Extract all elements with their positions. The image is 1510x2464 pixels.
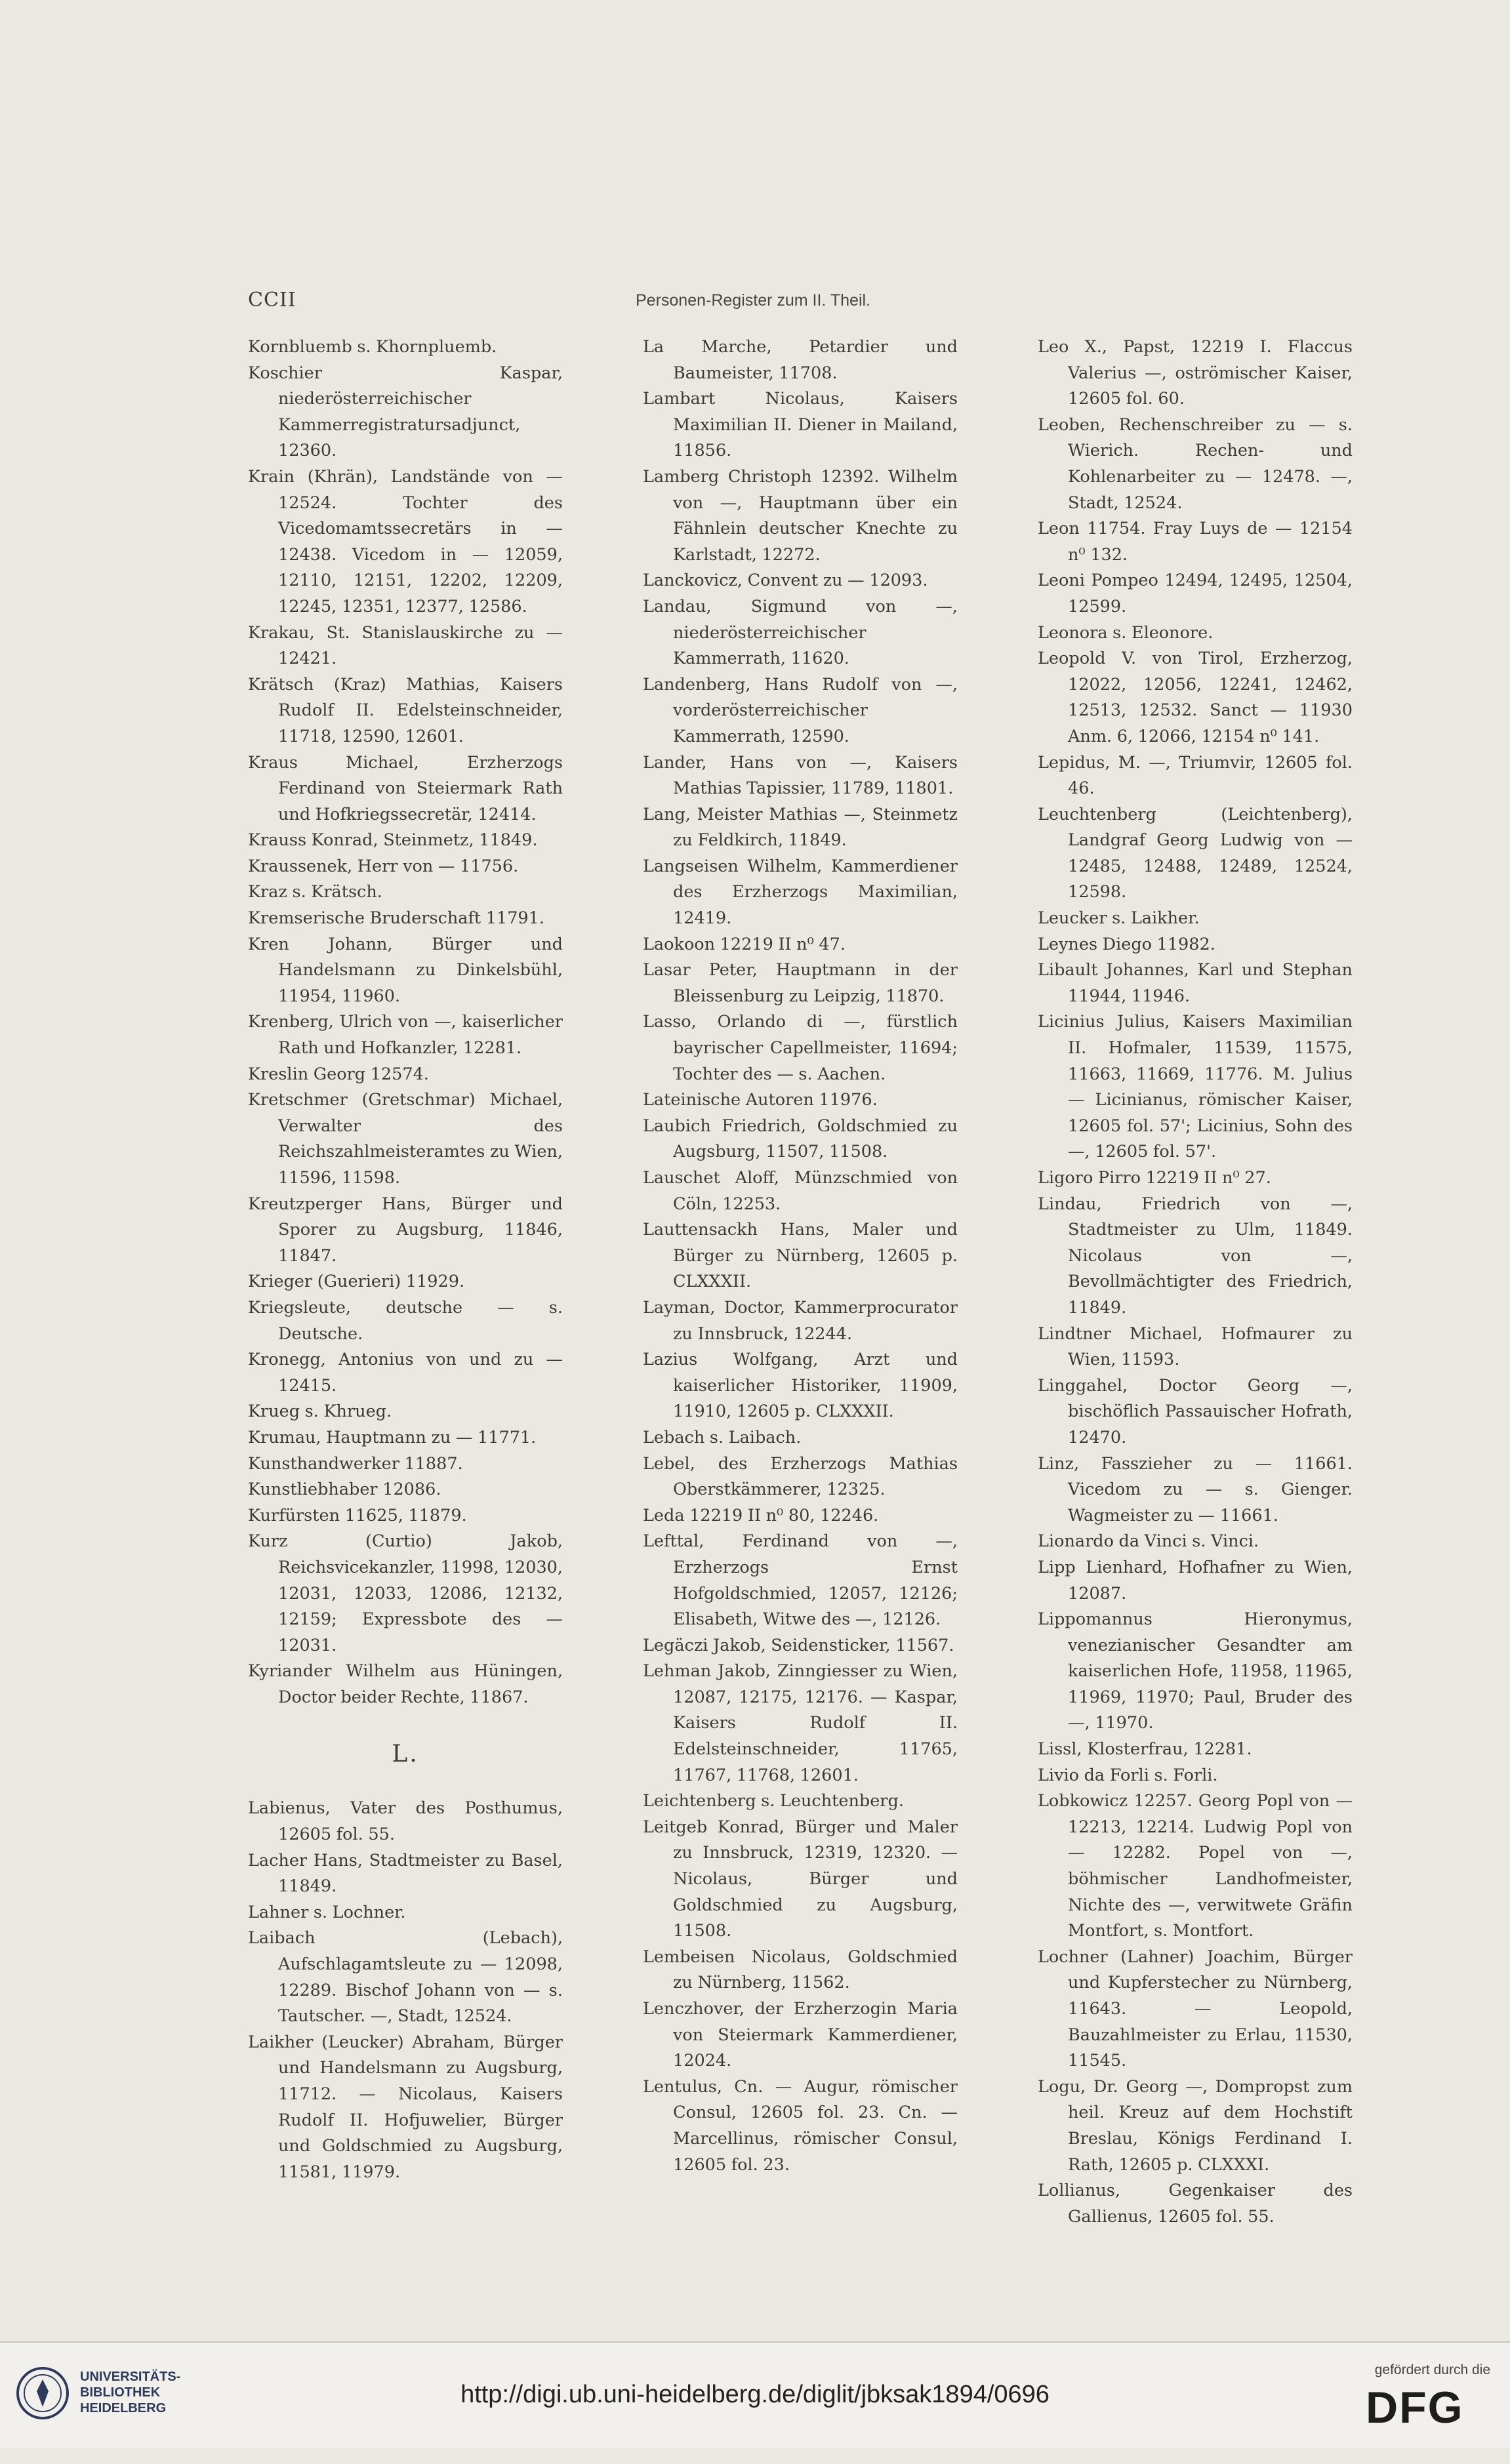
index-entry: Lobkowicz 12257. Georg Popl von — 12213, 12214. Ludwig Popl von — 12282. Popel von —, böhmischer Landhofmeister, Nichte des —, verwitwete Gräfin Montfort, s. Montfort.: [1038, 1791, 1353, 1941]
index-entry: Lentulus, Cn. — Augur, römischer Consul, 12605 fol. 23. Cn. — Marcellinus, römischer Consul, 12605 fol. 23.: [643, 2076, 958, 2175]
index-entry: Kriegsleute, deutsche — s. Deutsche.: [248, 1297, 563, 1344]
index-entry: Leucker s. Laikher.: [1038, 908, 1200, 929]
index-entry: Lindau, Friedrich von —, Stadtmeister zu Ulm, 11849. Nicolaus von —, Bevollmächtigter des Friedrich, 11849.: [1038, 1194, 1353, 1318]
index-entry: Ligoro Pirro 12219 II n⁰ 27.: [1038, 1168, 1271, 1188]
index-entry: Logu, Dr. Georg —, Dompropst zum heil. Kreuz auf dem Hochstift Breslau, Königs Ferdinand I. Rath, 12605 p. CLXXXI.: [1038, 2076, 1353, 2175]
index-entry: Kreutzperger Hans, Bürger und Sporer zu Augsburg, 11846, 11847.: [248, 1194, 563, 1266]
footer-bar: [0, 2341, 1510, 2448]
index-entry: Lacher Hans, Stadtmeister zu Basel, 11849.: [248, 1850, 563, 1897]
index-entry: Lasso, Orlando di —, fürstlich bayrischer Capellmeister, 11694; Tochter des — s. Aachen.: [643, 1012, 958, 1084]
permalink-url[interactable]: http://digi.ub.uni-heidelberg.de/diglit/jbksak1894/0696: [460, 2381, 1050, 2408]
running-head: Personen-Register zum II. Theil.: [635, 291, 871, 310]
index-entry: Krakau, St. Stanislauskirche zu — 12421.: [248, 622, 563, 669]
index-entry: Leoben, Rechenschreiber zu — s. Wierich. Rechen- und Kohlenarbeiter zu — 12478. —, Stadt, 12524.: [1038, 414, 1353, 513]
index-entry: Landau, Sigmund von —, niederösterreichischer Kammerrath, 11620.: [643, 596, 958, 669]
index-entry: Lipp Lienhard, Hofhafner zu Wien, 12087.: [1038, 1557, 1353, 1604]
index-entry: Lateinische Autoren 11976.: [643, 1090, 878, 1110]
index-entry: Krauss Konrad, Steinmetz, 11849.: [248, 830, 538, 851]
page-header: [248, 289, 1258, 321]
svg-text:DFG: DFG: [1366, 2385, 1464, 2428]
index-entry: Lander, Hans von —, Kaisers Mathias Tapissier, 11789, 11801.: [643, 752, 958, 799]
index-entry: Leda 12219 II n⁰ 80, 12246.: [643, 1505, 879, 1525]
index-entry: Layman, Doctor, Kammerprocurator zu Innsbruck, 12244.: [643, 1297, 958, 1344]
index-entry: Lissl, Klosterfrau, 12281.: [1038, 1739, 1252, 1760]
index-entry: Kreslin Georg 12574.: [248, 1064, 429, 1084]
register-columns: [248, 334, 1353, 2227]
index-entry: Kornbluemb s. Khornpluemb.: [248, 337, 497, 357]
index-entry: Langseisen Wilhelm, Kammerdiener des Erzherzogs Maximilian, 12419.: [643, 856, 958, 929]
index-entry: Labienus, Vater des Posthumus, 12605 fol. 55.: [248, 1798, 563, 1845]
index-entry: Lasar Peter, Hauptmann in der Bleissenburg zu Leipzig, 11870.: [643, 960, 958, 1006]
column-3: [1038, 334, 1353, 2230]
index-entry: Kronegg, Antonius von und zu — 12415.: [248, 1350, 563, 1396]
index-entry: Laikher (Leucker) Abraham, Bürger und Handelsmann zu Augsburg, 11712. — Nicolaus, Kaisers Rudolf II. Hofjuwelier, Bürger und Goldschmied zu Augsburg, 11581, 11979.: [248, 2032, 563, 2182]
index-entry: Leitgeb Konrad, Bürger und Maler zu Innsbruck, 12319, 12320. — Nicolaus, Bürger und Goldschmied zu Augsburg, 11508.: [643, 1817, 958, 1941]
index-entry: Krumau, Hauptmann zu — 11771.: [248, 1427, 537, 1447]
column-2: [643, 334, 958, 2178]
index-entry: Lembeisen Nicolaus, Goldschmied zu Nürnberg, 11562.: [643, 1947, 958, 1993]
index-entry: Kurfürsten 11625, 11879.: [248, 1505, 467, 1525]
index-entry: Lazius Wolfgang, Arzt und kaiserlicher Historiker, 11909, 11910, 12605 p. CLXXXII.: [643, 1350, 958, 1422]
index-entry: Lionardo da Vinci s. Vinci.: [1038, 1531, 1259, 1552]
page-number: CCII: [248, 289, 296, 312]
index-entry: Lollianus, Gegenkaiser des Gallienus, 12605 fol. 55.: [1038, 2181, 1353, 2227]
index-entry: Lauttensackh Hans, Maler und Bürger zu Nürnberg, 12605 p. CLXXXII.: [643, 1220, 958, 1292]
index-entry: Lang, Meister Mathias —, Steinmetz zu Feldkirch, 11849.: [643, 804, 958, 851]
index-entry: Linggahel, Doctor Georg —, bischöflich Passauischer Hofrath, 12470.: [1038, 1375, 1353, 1447]
index-entry: Livio da Forli s. Forli.: [1038, 1765, 1218, 1785]
index-entry: Krueg s. Khrueg.: [248, 1402, 392, 1422]
index-entry: Leynes Diego 11982.: [1038, 934, 1215, 954]
index-entry: Leuchtenberg (Leichtenberg), Landgraf Georg Ludwig von — 12485, 12488, 12489, 12524, 12598.: [1038, 804, 1353, 902]
index-entry: Kurz (Curtio) Jakob, Reichsvicekanzler, 11998, 12030, 12031, 12033, 12086, 12132, 12159; Expressbote des — 12031.: [248, 1531, 563, 1655]
index-entry: Lanckovicz, Convent zu — 12093.: [643, 571, 928, 591]
index-entry: Kren Johann, Bürger und Handelsmann zu Dinkelsbühl, 11954, 11960.: [248, 934, 563, 1006]
index-entry: Kremserische Bruderschaft 11791.: [248, 908, 544, 929]
index-entry: Kunsthandwerker 11887.: [248, 1453, 463, 1474]
index-entry: Leopold V. von Tirol, Erzherzog, 12022, 12056, 12241, 12462, 12513, 12532. Sanct — 11930 Anm. 6, 12066, 12154 n⁰ 141.: [1038, 649, 1353, 746]
index-entry: Kraz s. Krätsch.: [248, 882, 382, 902]
column-1: [248, 334, 563, 2185]
library-name-line: UNIVERSITÄTS-: [80, 2370, 181, 2384]
index-entry: Lebach s. Laibach.: [643, 1427, 802, 1447]
index-entry: Kraussenek, Herr von — 11756.: [248, 856, 519, 876]
library-name-line: HEIDELBERG: [80, 2401, 167, 2415]
index-entry: Legäczi Jakob, Seidensticker, 11567.: [643, 1635, 954, 1655]
index-entry: Leonora s. Eleonore.: [1038, 622, 1214, 643]
index-entry: Lippomannus Hieronymus, venezianischer Gesandter am kaiserlichen Hofe, 11958, 11965, 11969, 11970; Paul, Bruder des —, 11970.: [1038, 1609, 1353, 1733]
index-entry: Kunstliebhaber 12086.: [248, 1480, 441, 1500]
index-entry: Krain (Khrän), Landstände von — 12524. Tochter des Vicedomamtssecretärs in — 12438. Vicedom in — 12059, 12110, 12151, 12202, 12209, 12245, 12351, 12377, 12586.: [248, 466, 563, 616]
index-entry: Leon 11754. Fray Luys de — 12154 n⁰ 132.: [1038, 519, 1353, 565]
section-letter: L.: [392, 1741, 419, 1768]
index-entry: La Marche, Petardier und Baumeister, 11708.: [643, 337, 958, 383]
index-entry: Linz, Fasszieher zu — 11661. Vicedom zu — s. Gienger. Wagmeister zu — 11661.: [1038, 1453, 1353, 1525]
index-entry: Laubich Friedrich, Goldschmied zu Augsburg, 11507, 11508.: [643, 1116, 958, 1162]
index-entry: Kraus Michael, Erzherzogs Ferdinand von Steiermark Rath und Hofkriegssecretär, 12414.: [248, 752, 563, 824]
index-entry: Lefttal, Ferdinand von —, Erzherzogs Ernst Hofgoldschmied, 12057, 12126; Elisabeth, Witwe des —, 12126.: [643, 1531, 958, 1630]
index-entry: Lindtner Michael, Hofmaurer zu Wien, 11593.: [1038, 1323, 1353, 1370]
index-entry: Laibach (Lebach), Aufschlagamtsleute zu — 12098, 12289. Bischof Johann von — s. Tautscher. —, Stadt, 12524.: [248, 1928, 563, 2027]
library-name-line: BIBLIOTHEK: [80, 2385, 161, 2400]
index-entry: Leichtenberg s. Leuchtenberg.: [643, 1791, 904, 1811]
dfg-logo-icon: [1366, 2385, 1490, 2428]
index-entry: Lahner s. Lochner.: [248, 1902, 406, 1922]
index-entry: Lebel, des Erzherzogs Mathias Oberstkämmerer, 12325.: [643, 1453, 958, 1500]
index-entry: Lehman Jakob, Zinngiesser zu Wien, 12087, 12175, 12176. — Kaspar, Kaisers Rudolf II. Edelsteinschneider, 11765, 11767, 11768, 12601.: [643, 1661, 958, 1785]
index-entry: Koschier Kaspar, niederösterreichischer Kammerregistratursadjunct, 12360.: [248, 363, 563, 461]
index-entry: Licinius Julius, Kaisers Maximilian II. Hofmaler, 11539, 11575, 11663, 11669, 11776. M. Julius — Licinianus, römischer Kaiser, 12605 fol. 57'; Licinius, Sohn des —, 12605 fol. 57'.: [1038, 1012, 1353, 1162]
index-entry: Krenberg, Ulrich von —, kaiserlicher Rath und Hofkanzler, 12281.: [248, 1012, 563, 1059]
index-entry: Kretschmer (Gretschmar) Michael, Verwalter des Reichszahlmeisteramtes zu Wien, 11596, 11598.: [248, 1090, 563, 1188]
index-entry: Leoni Pompeo 12494, 12495, 12504, 12599.: [1038, 571, 1353, 616]
index-entry: Leo X., Papst, 12219 I. Flaccus Valerius —, oströmischer Kaiser, 12605 fol. 60.: [1038, 337, 1353, 409]
index-entry: Landenberg, Hans Rudolf von —, vorderösterreichischer Kammerrath, 12590.: [643, 674, 958, 746]
index-entry: Lenczhover, der Erzherzogin Maria von Steiermark Kammerdiener, 12024.: [643, 1999, 958, 2071]
index-entry: Lauschet Aloff, Münzschmied von Cöln, 12253.: [643, 1168, 958, 1214]
index-entry: Lepidus, M. —, Triumvir, 12605 fol. 46.: [1038, 752, 1353, 799]
index-entry: Krätsch (Kraz) Mathias, Kaisers Rudolf II. Edelsteinschneider, 11718, 12590, 12601.: [248, 674, 563, 746]
index-entry: Libault Johannes, Karl und Stephan 11944, 11946.: [1038, 960, 1353, 1006]
funded-by-label: gefördert durch die: [1374, 2362, 1490, 2377]
index-entry: Lambart Nicolaus, Kaisers Maximilian II. Diener in Mailand, 11856.: [643, 389, 958, 461]
index-entry: Lamberg Christoph 12392. Wilhelm von —, Hauptmann über ein Fähnlein deutscher Knechte zu Karlstadt, 12272.: [643, 466, 958, 565]
index-entry: Kyriander Wilhelm aus Hüningen, Doctor beider Rechte, 11867.: [248, 1661, 563, 1707]
index-entry: Lochner (Lahner) Joachim, Bürger und Kupferstecher zu Nürnberg, 11643. — Leopold, Bauzahlmeister zu Erlau, 11530, 11545.: [1038, 1947, 1353, 2071]
index-entry: Laokoon 12219 II n⁰ 47.: [643, 934, 846, 954]
index-entry: Krieger (Guerieri) 11929.: [248, 1272, 465, 1292]
